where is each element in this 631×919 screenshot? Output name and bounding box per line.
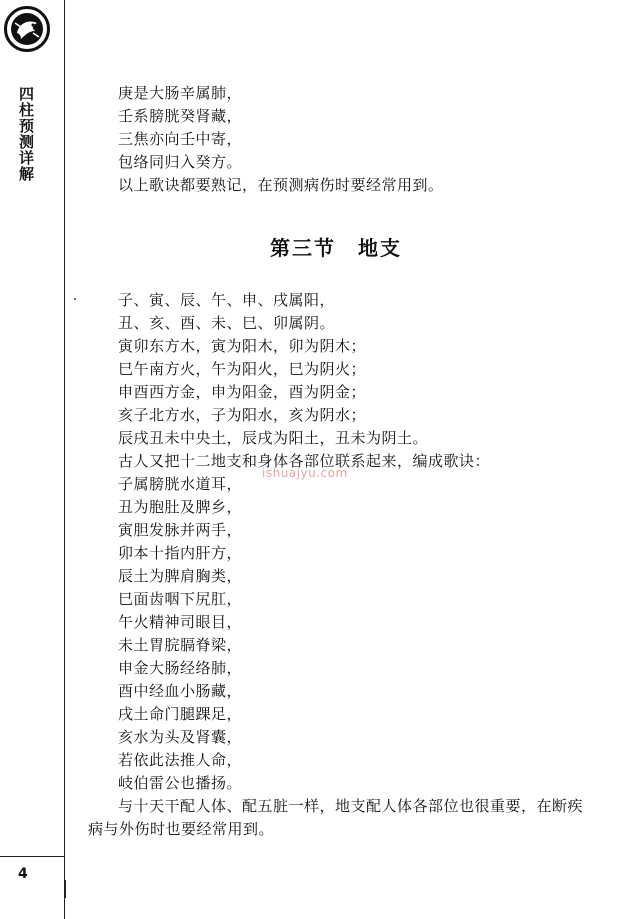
verse-line-5: 辰土为脾肩胸类， [118,567,243,585]
body-line-3: 寅卯东方木，寅为阳木，卯为阴木； [118,337,367,355]
watermark: ishuajyu.com [262,466,348,480]
verse-line-8: 未土胃脘膈脊梁， [118,636,243,654]
bottom-mark [64,880,66,898]
verse-line-2: 丑为胞肚及脾乡， [118,498,243,516]
emblem-icon [4,6,50,52]
intro-line-5: 以上歌诀都要熟记，在预测病伤时要经常用到。 [118,176,444,194]
verse-line-6: 巳面齿咽下尻肛， [118,590,243,608]
bird-emblem-icon [9,11,45,47]
verse-line-12: 亥水为头及肾囊， [118,728,243,746]
intro-line-2: 壬系膀胱癸肾藏， [118,107,243,125]
verse-line-3: 寅胆发脉并两手， [118,521,243,539]
intro-line-3: 三焦亦向壬中寄， [118,130,243,148]
verse-line-1: 子属膀胱水道耳， [118,475,243,493]
verse-line-9: 申金大肠经络肺， [118,659,243,677]
page-number-divider [0,856,65,857]
verse-line-4: 卯本十指内肝方， [118,544,243,562]
verse-line-7: 午火精神司眼目， [118,613,243,631]
section-title: 第三节 地支 [270,236,402,260]
verse-line-10: 酉中经血小肠藏， [118,682,243,700]
intro-line-4: 包络同归入癸方。 [118,153,243,171]
book-title: 四柱预测详解 [17,86,35,182]
intro-line-1: 庚是大肠辛属肺， [118,84,243,102]
verse-line-14: 岐伯雷公也播扬。 [118,774,243,792]
closing-line-1: 与十天干配人体、配五脏一样，地支配人体各部位也很重要，在断疾 [118,797,584,815]
body-line-6: 亥子北方水，子为阳水，亥为阴水； [118,406,367,424]
body-line-8: 古人又把十二地支和身体各部位联系起来，编成歌诀： [118,452,491,470]
page-number: 4 [18,866,28,882]
closing-line-2: 病与外伤时也要经常用到。 [88,820,275,838]
body-line-7: 辰戌丑未中央土，辰戌为阳土，丑未为阴土。 [118,429,429,447]
margin-divider [64,0,65,919]
body-line-4: 巳午南方火，午为阳火，巳为阴火； [118,360,367,378]
verse-line-11: 戌土命门腿踝足， [118,705,243,723]
body-line-1: 子、寅、辰、午、申、戌属阳， [118,291,336,309]
verse-line-13: 若依此法推人命， [118,751,243,769]
body-line-2: 丑、亥、酉、未、巳、卯属阴。 [118,314,336,332]
speck [74,298,76,300]
body-line-5: 申酉西方金，申为阳金，酉为阴金； [118,383,367,401]
